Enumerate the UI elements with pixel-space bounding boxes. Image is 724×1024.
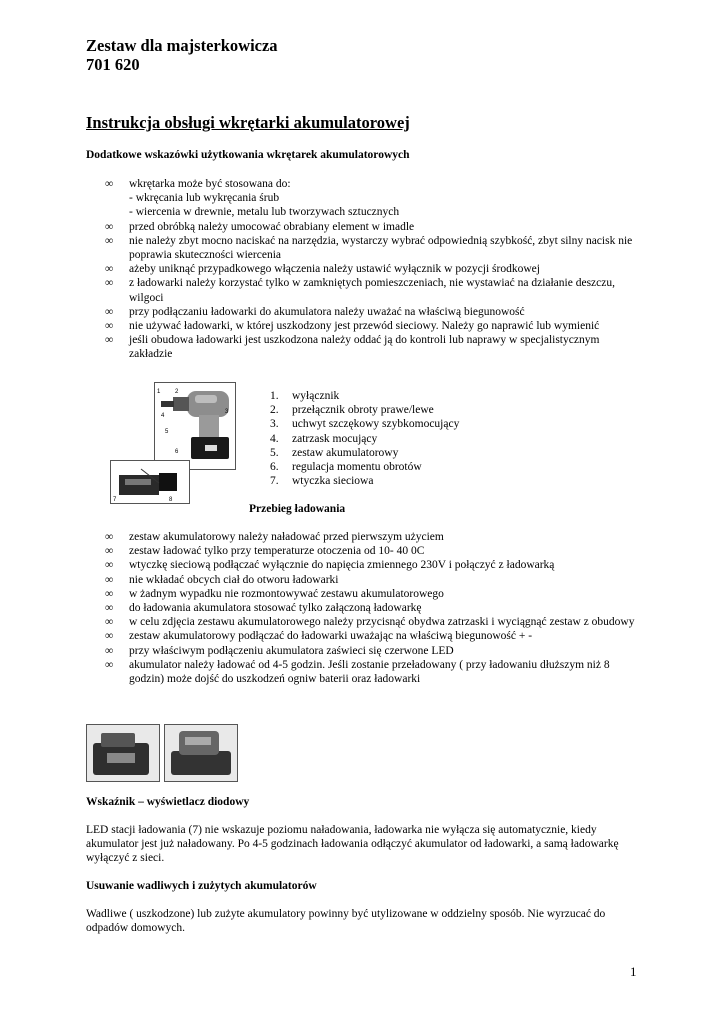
- sub-item: - wkręcania lub wykręcania śrub: [129, 192, 280, 205]
- list-item: ∞ zestaw akumulatorowy należy naładować przed pierwszym użyciem: [105, 531, 444, 543]
- bullet-icon: ∞: [105, 334, 114, 347]
- bullet-icon: ∞: [105, 220, 114, 233]
- main-title: Instrukcja obsługi wkrętarki akumulatorowej: [86, 113, 410, 132]
- figure-label: 7: [113, 497, 117, 503]
- section3-body: LED stacji ładowania (7) nie wskazuje poziomu naładowania, ładowarka nie wyłącza się automatycznie, kiedy akumulator jest już naładowany. Po 4-5 godzinach ładowania odłączyć akumulator od ładowarki, a samą ładowarkę wyłączyć z sieci.: [86, 824, 619, 865]
- figure-label: 4: [161, 413, 165, 419]
- list-item: ∞ wtyczkę sieciową podłączać wyłącznie do napięcia zmiennego 230V i połączyć z ładowarką: [105, 559, 555, 572]
- bullet-icon: ∞: [105, 545, 114, 558]
- list-item: 3. uchwyt szczękowy szybkomocujący: [270, 418, 460, 431]
- section1-list: [105, 177, 645, 362]
- parts-list: [270, 389, 459, 488]
- list-item: ∞ z ładowarki należy korzystać tylko w zamkniętych pomieszczeniach, nie wystawiać na działanie deszczu, wilgoci: [105, 277, 615, 304]
- bullet-icon: ∞: [105, 630, 114, 643]
- list-item: ∞ przy podłączaniu ładowarki do akumulatora należy uważać na właściwą biegunowość: [105, 305, 525, 318]
- list-item: ∞ do ładowania akumulatora stosować tylko załączoną ładowarkę: [105, 602, 422, 615]
- bullet-icon: ∞: [105, 305, 114, 318]
- list-item: 1. wyłącznik: [270, 390, 340, 402]
- list-item: 7. wtyczka sieciowa: [270, 475, 374, 488]
- list-item: 2. przełącznik obroty prawe/lewe: [270, 404, 434, 417]
- bullet-icon: ∞: [105, 573, 114, 586]
- title-line: Zestaw dla majsterkowicza: [86, 36, 278, 55]
- bullet-icon: ∞: [105, 320, 114, 333]
- bullet-icon: ∞: [105, 616, 114, 629]
- section4-heading: Usuwanie wadliwych i zużytych akumulatorów: [86, 880, 317, 892]
- list-item: ∞ jeśli obudowa ładowarki jest uszkodzona należy oddać ją do kontroli lub naprawy w specjalistycznym zakładzie: [105, 334, 600, 361]
- bullet-icon: ∞: [105, 587, 114, 600]
- bullet-icon: ∞: [105, 234, 114, 247]
- bullet-icon: ∞: [105, 559, 114, 572]
- figure-label: 2: [175, 389, 179, 395]
- list-item: ∞ nie należy zbyt mocno naciskać na narzędzia, wystarczy wybrać odpowiednią szybkość, zbyt silny nacisk nie poprawia skuteczności wiercenia: [105, 234, 633, 262]
- figure-label: 1: [157, 389, 161, 395]
- list-item: 6. regulacja momentu obrotów: [270, 461, 422, 474]
- bullet-icon: ∞: [105, 277, 114, 290]
- list-item: ∞ zestaw ładować tylko przy temperaturze otoczenia od 10- 40 0C: [105, 545, 425, 558]
- list-item: ∞ ażeby uniknąć przypadkowego włączenia należy ustawić wyłącznik w pozycji środkowej: [105, 263, 540, 276]
- bullet-icon: ∞: [105, 658, 114, 671]
- list-item: ∞ przy właściwym podłączeniu akumulatora zaświeci się czerwone LED: [105, 644, 454, 657]
- bullet-icon: ∞: [105, 178, 114, 190]
- list-item: ∞ w żadnym wypadku nie rozmontowywać zestawu akumulatorowego: [105, 587, 444, 600]
- list-item: 4. zatrzask mocujący: [270, 432, 378, 445]
- section3-heading: Wskaźnik – wyświetlacz diodowy: [86, 796, 250, 808]
- list-item: ∞ nie wkładać obcych ciał do otworu ładowarki: [105, 573, 339, 586]
- list-item: ∞ przed obróbką należy umocować obrabiany element w imadle: [105, 220, 415, 233]
- section2-list: [105, 530, 645, 686]
- drill-drawing: [155, 383, 235, 469]
- battery-photo: [86, 724, 160, 782]
- list-item: ∞ w celu zdjęcia zestawu akumulatorowego należy przycisnąć obydwa zatrzaski i wyciągnąć zestaw z obudowy: [105, 616, 635, 629]
- charger-drawing: [111, 461, 189, 503]
- page-number: 1: [630, 964, 637, 979]
- figure-label: 5: [165, 429, 169, 435]
- list-item: ∞ akumulator należy ładować od 4-5 godzin. Jeśli zostanie przeładowany ( przy ładowaniu dłuższym niż 8 godzin) może dojść do uszkodzeń ogniw baterii oraz ładowarki: [105, 658, 610, 686]
- figure-label: 6: [175, 449, 179, 455]
- section1-heading: Dodatkowe wskazówki użytkowania wkrętarek akumulatorowych: [86, 149, 410, 161]
- product-code: 701 620: [86, 55, 140, 74]
- charger-image: [110, 460, 190, 504]
- section4-body: Wadliwe ( uszkodzone) lub zużyte akumulatory powinny być utylizowane w oddzielny sposób. Nie wyrzucać do odpadów domowych.: [86, 908, 606, 935]
- list-item: ∞ zestaw akumulatorowy podłączać do ładowarki uważając na właściwą biegunowość + -: [105, 630, 533, 643]
- charger-photo: [164, 724, 238, 782]
- bullet-icon: ∞: [105, 263, 114, 276]
- bullet-icon: ∞: [105, 644, 114, 657]
- drill-image: [154, 382, 236, 470]
- document-title: [86, 36, 278, 74]
- list-item: ∞ wkrętarka może być stosowana do: - wkręcania lub wykręcania śrub - wiercenia w drewnie, metalu lub tworzywach sztucznych: [105, 177, 645, 220]
- figure-label: 3: [225, 409, 229, 415]
- bullet-icon: ∞: [105, 531, 114, 543]
- figure-label: 8: [169, 497, 173, 503]
- section2-heading: Przebieg ładowania: [249, 503, 346, 515]
- bullet-icon: ∞: [105, 602, 114, 615]
- list-item: 5. zestaw akumulatorowy: [270, 446, 399, 459]
- list-item: ∞ nie używać ładowarki, w której uszkodzony jest przewód sieciowy. Należy go naprawić lub wymienić: [105, 320, 600, 333]
- sub-item: - wiercenia w drewnie, metalu lub tworzywach sztucznych: [129, 206, 400, 219]
